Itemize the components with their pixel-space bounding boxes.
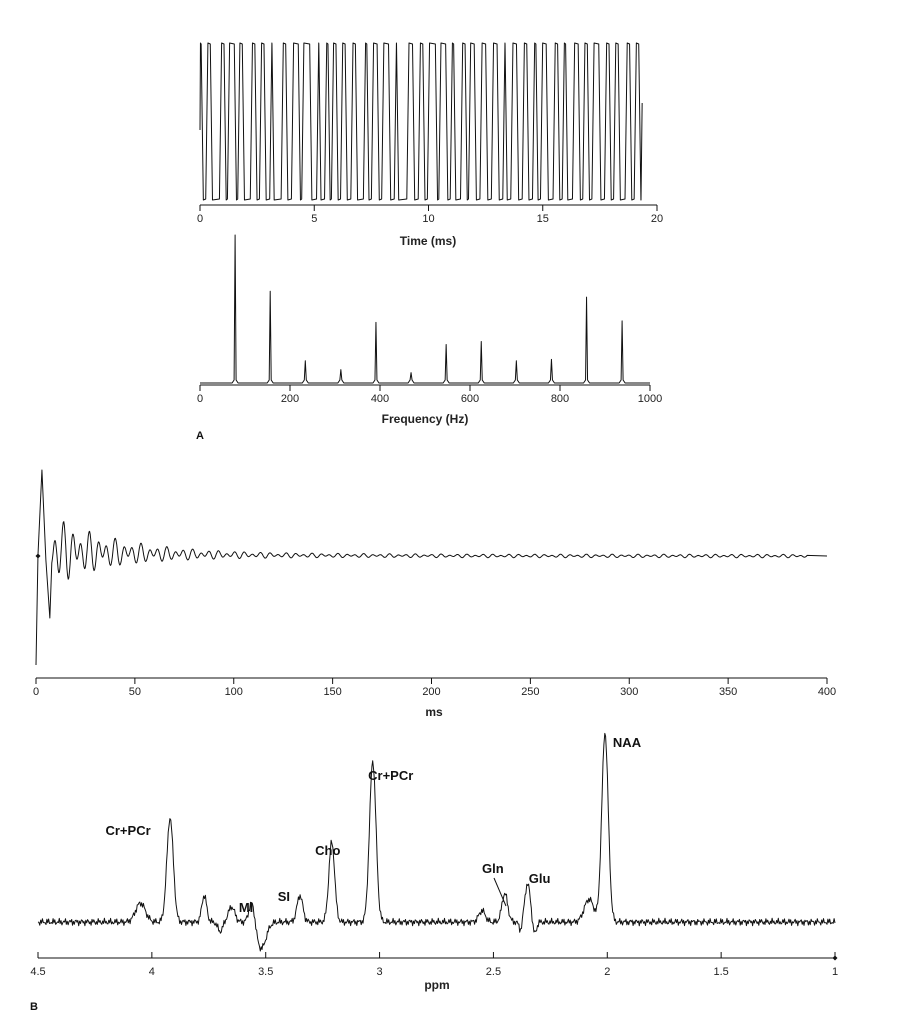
fid-ticks-label-0: 0 bbox=[32, 686, 40, 698]
freq-ticks-label-2: 400 bbox=[370, 393, 390, 405]
frequency-spectrum-chart bbox=[197, 235, 662, 426]
freq-ticks-label-3: 600 bbox=[460, 393, 480, 405]
time-signal-chart bbox=[197, 43, 663, 248]
mrs-ticks bbox=[30, 952, 838, 978]
mr-spectrum-trace bbox=[38, 733, 835, 951]
mrs-ticks-label-2: 3.5 bbox=[258, 966, 274, 978]
fid-ticks-label-7: 350 bbox=[718, 686, 738, 698]
time-signal-trace bbox=[200, 43, 642, 200]
fid-ticks-label-3: 150 bbox=[323, 686, 342, 698]
freq-ticks-label-0: 0 bbox=[196, 393, 204, 405]
time-axis-title: Time (ms) bbox=[399, 234, 457, 248]
mrs-ticks-label-0: 4.5 bbox=[30, 966, 46, 978]
time-ticks-label-4: 20 bbox=[650, 213, 664, 225]
freq-ticks-label-1: 200 bbox=[280, 393, 300, 405]
freq-ticks-label-4: 800 bbox=[550, 393, 570, 405]
fid-axis-title: ms bbox=[425, 705, 443, 719]
time-ticks-label-3: 15 bbox=[536, 213, 549, 225]
fid-ticks bbox=[33, 678, 836, 698]
time-ticks bbox=[197, 205, 663, 225]
time-ticks-label-0: 0 bbox=[196, 213, 204, 225]
gln-pointer-line bbox=[494, 878, 506, 906]
fid-trace bbox=[36, 470, 827, 665]
peak-label-naa-7: NAA bbox=[612, 735, 642, 750]
panel-label-b: B bbox=[30, 1001, 38, 1013]
mrs-ticks-label-7: 1 bbox=[831, 966, 839, 978]
fid-ticks-label-2: 100 bbox=[224, 686, 243, 698]
mrs-ticks-label-1: 4 bbox=[148, 966, 155, 978]
freq-axis-title: Frequency (Hz) bbox=[381, 412, 469, 426]
peak-label-si-2: SI bbox=[277, 889, 291, 904]
fid-ticks-label-6: 300 bbox=[620, 686, 639, 698]
peak-label-cho-3: Cho bbox=[315, 843, 341, 858]
peak-label-glu-6: Glu bbox=[528, 871, 551, 886]
mrs-ticks-label-6: 1.5 bbox=[713, 966, 729, 978]
mrs-axis-title: ppm bbox=[424, 978, 450, 992]
fid-ticks-label-1: 50 bbox=[128, 686, 141, 698]
freq-ticks-label-5: 1000 bbox=[637, 393, 663, 405]
peak-label-cr-pcr-4: Cr+PCr bbox=[368, 768, 414, 783]
axis-end-marker-0 bbox=[36, 554, 41, 559]
time-ticks-label-2: 10 bbox=[422, 213, 435, 225]
frequency-spectrum-trace bbox=[200, 235, 650, 383]
peak-label-cr-pcr-0: Cr+PCr bbox=[105, 823, 151, 838]
mrs-ticks-label-4: 2.5 bbox=[485, 966, 502, 978]
fid-ticks-label-8: 400 bbox=[817, 686, 837, 698]
peak-label-mi-1: MI bbox=[238, 900, 254, 915]
axis-end-marker-1 bbox=[833, 956, 838, 961]
mrs-ticks-label-5: 2 bbox=[604, 966, 611, 978]
fid-chart bbox=[33, 470, 836, 719]
fid-ticks-label-4: 200 bbox=[422, 686, 441, 698]
mrs-ticks-label-3: 3 bbox=[376, 966, 383, 978]
mr-spectrum-chart bbox=[30, 733, 838, 992]
time-ticks-label-1: 5 bbox=[311, 213, 318, 225]
peak-label-gln-5: Gln bbox=[481, 861, 504, 876]
panel-label-a: A bbox=[196, 430, 204, 442]
fid-ticks-label-5: 250 bbox=[521, 686, 540, 698]
freq-ticks bbox=[197, 385, 662, 405]
mrs-peak-labels bbox=[105, 735, 641, 915]
